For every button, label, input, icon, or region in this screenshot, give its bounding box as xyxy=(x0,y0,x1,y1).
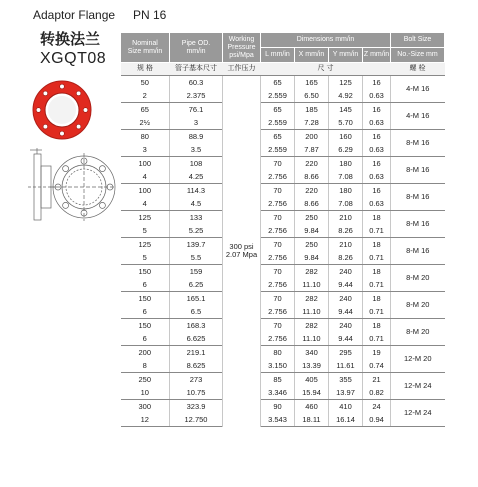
dim-y-in: 13.97 xyxy=(329,386,363,400)
dim-x-mm: 282 xyxy=(295,292,329,306)
bolt-size: 12-M 24 xyxy=(391,373,445,400)
dim-z-in: 0.63 xyxy=(363,143,391,157)
pipe-od-mm: 159 xyxy=(170,265,223,279)
pipe-od-in: 3 xyxy=(170,116,223,130)
cn-header-pressure: 工作压力 xyxy=(223,63,261,76)
dim-l-mm: 70 xyxy=(261,292,295,306)
dim-y-mm: 355 xyxy=(329,373,363,387)
table-row-mm xyxy=(121,373,445,387)
dim-z-in: 0.74 xyxy=(363,359,391,373)
dim-x-in: 11.10 xyxy=(295,305,329,319)
dim-y-in: 8.26 xyxy=(329,251,363,265)
dim-x-mm: 165 xyxy=(295,76,329,90)
col-header-bolt-sub: No.-Size mm xyxy=(391,48,445,63)
col-header-y: Y mm/in xyxy=(329,48,363,63)
bolt-size: 8-M 20 xyxy=(391,292,445,319)
dim-z-in: 0.71 xyxy=(363,332,391,346)
pipe-od-mm: 168.3 xyxy=(170,319,223,333)
pipe-od-mm: 88.9 xyxy=(170,130,223,144)
dim-y-in: 7.08 xyxy=(329,170,363,184)
pipe-od-in: 6.5 xyxy=(170,305,223,319)
dim-z-in: 0.82 xyxy=(363,386,391,400)
dim-z-mm: 16 xyxy=(363,130,391,144)
col-header-pipe-od xyxy=(170,33,223,63)
pipe-od-in: 8.625 xyxy=(170,359,223,373)
dim-l-mm: 80 xyxy=(261,346,295,360)
nominal-size-mm: 150 xyxy=(138,266,151,276)
table-row-mm xyxy=(121,130,445,144)
dim-z-mm: 21 xyxy=(363,373,391,387)
dim-y-in: 9.44 xyxy=(329,332,363,346)
dim-y-mm: 240 xyxy=(329,292,363,306)
bolt-size: 4-M 16 xyxy=(391,103,445,130)
pipe-od-mm: 165.1 xyxy=(170,292,223,306)
dim-z-in: 0.71 xyxy=(363,305,391,319)
pipe-od-in: 4.5 xyxy=(170,197,223,211)
dim-x-mm: 250 xyxy=(295,238,329,252)
table-row-mm xyxy=(121,319,445,333)
table-row-mm xyxy=(121,292,445,306)
dim-z-mm: 18 xyxy=(363,211,391,225)
dim-z-in: 0.63 xyxy=(363,116,391,130)
dim-l-mm: 70 xyxy=(261,184,295,198)
nominal-size-in: 4 xyxy=(121,170,170,184)
nominal-size-in: 10 xyxy=(121,386,170,400)
dim-z-mm: 18 xyxy=(363,265,391,279)
dim-y-mm: 125 xyxy=(329,76,363,90)
table-row-mm xyxy=(121,400,445,414)
cn-header-dims: 尺 寸 xyxy=(261,63,391,76)
dim-x-in: 9.84 xyxy=(295,251,329,265)
title-chinese: 转换法兰 xyxy=(40,31,101,48)
dim-l-mm: 65 xyxy=(261,103,295,117)
flange-technical-drawing xyxy=(20,138,116,236)
dim-y-in: 16.14 xyxy=(329,413,363,427)
dim-z-in: 0.71 xyxy=(363,251,391,265)
dim-x-in: 7.87 xyxy=(295,143,329,157)
dim-y-in: 8.26 xyxy=(329,224,363,238)
pipe-od-mm: 273 xyxy=(170,373,223,387)
pipe-od-in: 6.625 xyxy=(170,332,223,346)
dim-l-mm: 70 xyxy=(261,238,295,252)
title-english: Adaptor Flange xyxy=(33,8,116,22)
bolt-size: 8-M 16 xyxy=(391,157,445,184)
nominal-size-in: 8 xyxy=(121,359,170,373)
bolt-size: 8-M 16 xyxy=(391,211,445,238)
dim-y-in: 6.29 xyxy=(329,143,363,157)
bolt-size: 12-M 20 xyxy=(391,346,445,373)
dim-l-mm: 65 xyxy=(261,76,295,90)
pipe-od-in: 12.750 xyxy=(170,413,223,427)
pipe-od-mm: 114.3 xyxy=(170,184,223,198)
bolt-size: 12-M 24 xyxy=(391,400,445,427)
dim-z-mm: 16 xyxy=(363,76,391,90)
table-row-mm xyxy=(121,346,445,360)
dim-z-mm: 16 xyxy=(363,184,391,198)
pipe-od-mm: 60.3 xyxy=(170,76,223,90)
dim-y-in: 9.44 xyxy=(329,305,363,319)
dim-z-in: 0.63 xyxy=(363,197,391,211)
dim-l-in: 2.559 xyxy=(261,143,295,157)
dim-l-mm: 70 xyxy=(261,211,295,225)
dim-x-mm: 250 xyxy=(295,211,329,225)
dim-l-in: 2.756 xyxy=(261,278,295,292)
pipe-od-unit: mm/in xyxy=(186,47,206,55)
pipe-od-mm: 108 xyxy=(170,157,223,171)
dim-z-in: 0.94 xyxy=(363,413,391,427)
flange-photo-image xyxy=(30,78,94,142)
pressure-unit: psi/Mpa xyxy=(229,51,254,59)
dim-z-in: 0.71 xyxy=(363,278,391,292)
nominal-size-in: 5 xyxy=(121,224,170,238)
pipe-od-in: 10.75 xyxy=(170,386,223,400)
dim-y-mm: 410 xyxy=(329,400,363,414)
table-row-mm xyxy=(121,76,445,90)
dim-y-mm: 295 xyxy=(329,346,363,360)
dim-y-mm: 180 xyxy=(329,184,363,198)
col-header-pressure xyxy=(223,33,261,63)
table-row-mm xyxy=(121,157,445,171)
nominal-size-mm: 300 xyxy=(138,401,151,411)
pipe-od-mm: 323.9 xyxy=(170,400,223,414)
dim-x-in: 8.66 xyxy=(295,197,329,211)
dim-x-mm: 282 xyxy=(295,265,329,279)
pipe-od-in: 5.5 xyxy=(170,251,223,265)
working-pressure-psi: 300 psi xyxy=(229,242,254,252)
working-pressure-mpa: 2.07 Mpa xyxy=(225,250,258,260)
dim-l-mm: 65 xyxy=(261,130,295,144)
dim-x-in: 8.66 xyxy=(295,170,329,184)
pressure-label-2: Pressure xyxy=(227,43,256,51)
nominal-size-mm: 200 xyxy=(138,347,151,357)
dim-y-mm: 145 xyxy=(329,103,363,117)
dim-l-in: 2.756 xyxy=(261,224,295,238)
pressure-rating: PN 16 xyxy=(133,8,167,22)
dim-l-in: 2.756 xyxy=(261,305,295,319)
dim-x-in: 7.28 xyxy=(295,116,329,130)
nominal-label: Nominal xyxy=(132,39,158,47)
nominal-size-mm: 125 xyxy=(138,212,151,222)
nominal-size-mm: 80 xyxy=(140,131,149,141)
dim-y-in: 9.44 xyxy=(329,278,363,292)
dim-l-in: 2.756 xyxy=(261,170,295,184)
dim-l-in: 2.756 xyxy=(261,251,295,265)
dim-x-in: 11.10 xyxy=(295,278,329,292)
nominal-size-in: 4 xyxy=(121,197,170,211)
nominal-size-mm: 150 xyxy=(138,293,151,303)
dim-z-mm: 18 xyxy=(363,319,391,333)
col-header-bolt: Bolt Size xyxy=(391,33,445,48)
specification-table xyxy=(120,32,445,427)
pipe-od-label: Pipe OD. xyxy=(181,39,211,47)
pipe-od-in: 3.5 xyxy=(170,143,223,157)
dim-y-mm: 160 xyxy=(329,130,363,144)
table-row-mm xyxy=(121,211,445,225)
dim-y-mm: 180 xyxy=(329,157,363,171)
nominal-size-in: 6 xyxy=(121,278,170,292)
dim-x-mm: 282 xyxy=(295,319,329,333)
dim-x-mm: 405 xyxy=(295,373,329,387)
nominal-size-mm: 100 xyxy=(138,158,151,168)
table-row-mm xyxy=(121,103,445,117)
dim-x-mm: 460 xyxy=(295,400,329,414)
col-header-l: L mm/in xyxy=(261,48,295,63)
dim-x-mm: 340 xyxy=(295,346,329,360)
pipe-od-mm: 139.7 xyxy=(170,238,223,252)
dim-l-mm: 70 xyxy=(261,319,295,333)
col-header-x: X mm/in xyxy=(295,48,329,63)
bolt-size: 8-M 20 xyxy=(391,319,445,346)
cn-header-pipe-od: 管子基本尺寸 xyxy=(170,63,223,76)
table-row-mm xyxy=(121,238,445,252)
dim-l-mm: 90 xyxy=(261,400,295,414)
pipe-od-mm: 133 xyxy=(170,211,223,225)
dim-x-in: 15.94 xyxy=(295,386,329,400)
bolt-size: 8-M 16 xyxy=(391,238,445,265)
dim-y-in: 7.08 xyxy=(329,197,363,211)
dim-y-in: 4.92 xyxy=(329,89,363,103)
dim-l-in: 2.756 xyxy=(261,332,295,346)
dim-l-mm: 70 xyxy=(261,265,295,279)
pipe-od-in: 2.375 xyxy=(170,89,223,103)
nominal-size-in: 12 xyxy=(121,413,170,427)
nominal-size-in: 3 xyxy=(121,143,170,157)
pipe-od-in: 6.25 xyxy=(170,278,223,292)
bolt-size: 8-M 16 xyxy=(391,184,445,211)
nominal-size-mm: 50 xyxy=(140,77,149,87)
dim-l-mm: 85 xyxy=(261,373,295,387)
dim-x-mm: 200 xyxy=(295,130,329,144)
dim-y-mm: 210 xyxy=(329,211,363,225)
dim-l-in: 2.559 xyxy=(261,89,295,103)
col-header-nominal xyxy=(121,33,170,63)
pipe-od-mm: 76.1 xyxy=(170,103,223,117)
pipe-od-in: 5.25 xyxy=(170,224,223,238)
cn-header-nominal: 规 格 xyxy=(121,63,170,76)
dim-y-mm: 210 xyxy=(329,238,363,252)
nominal-size-mm: 65 xyxy=(140,104,149,114)
nominal-size-in: 2 xyxy=(121,89,170,103)
dim-z-mm: 18 xyxy=(363,238,391,252)
dim-y-in: 11.61 xyxy=(329,359,363,373)
nominal-size-in: 6 xyxy=(121,332,170,346)
dim-x-mm: 185 xyxy=(295,103,329,117)
dim-y-mm: 240 xyxy=(329,265,363,279)
dim-z-mm: 16 xyxy=(363,103,391,117)
product-code: XGQT08 xyxy=(40,50,107,67)
nominal-size-in: 5 xyxy=(121,251,170,265)
pipe-od-mm: 219.1 xyxy=(170,346,223,360)
nominal-size-mm: 125 xyxy=(138,239,151,249)
working-pressure-cell xyxy=(223,76,261,427)
cn-header-bolt: 螺 栓 xyxy=(391,63,445,76)
nominal-size-in: 6 xyxy=(121,305,170,319)
dim-x-in: 18.11 xyxy=(295,413,329,427)
nominal-size-mm: 150 xyxy=(138,320,151,330)
dim-l-in: 3.346 xyxy=(261,386,295,400)
dim-y-mm: 240 xyxy=(329,319,363,333)
dim-z-mm: 24 xyxy=(363,400,391,414)
bolt-size: 8-M 16 xyxy=(391,130,445,157)
dim-z-in: 0.63 xyxy=(363,89,391,103)
dim-x-mm: 220 xyxy=(295,157,329,171)
dim-z-in: 0.63 xyxy=(363,170,391,184)
dim-z-mm: 19 xyxy=(363,346,391,360)
dim-z-in: 0.71 xyxy=(363,224,391,238)
dim-z-mm: 18 xyxy=(363,292,391,306)
table-body xyxy=(121,76,445,427)
nominal-size-mm: 250 xyxy=(138,374,151,384)
nominal-unit: Size mm/in xyxy=(127,47,163,55)
dim-x-mm: 220 xyxy=(295,184,329,198)
nominal-size-in: 2½ xyxy=(121,116,170,130)
pressure-label-1: Working xyxy=(228,35,255,43)
dim-z-mm: 16 xyxy=(363,157,391,171)
table-row-mm xyxy=(121,184,445,198)
dim-x-in: 13.39 xyxy=(295,359,329,373)
col-header-z: Z mm/in xyxy=(363,48,391,63)
dim-l-in: 3.543 xyxy=(261,413,295,427)
bolt-size: 8-M 20 xyxy=(391,265,445,292)
dim-l-in: 2.756 xyxy=(261,197,295,211)
pipe-od-in: 4.25 xyxy=(170,170,223,184)
dim-x-in: 9.84 xyxy=(295,224,329,238)
dim-l-in: 3.150 xyxy=(261,359,295,373)
dim-y-in: 5.70 xyxy=(329,116,363,130)
bolt-size: 4-M 16 xyxy=(391,76,445,103)
dim-l-in: 2.559 xyxy=(261,116,295,130)
dim-x-in: 6.50 xyxy=(295,89,329,103)
dim-l-mm: 70 xyxy=(261,157,295,171)
dim-x-in: 11.10 xyxy=(295,332,329,346)
nominal-size-mm: 100 xyxy=(138,185,151,195)
table-row-mm xyxy=(121,265,445,279)
col-header-dimensions: Dimensions mm/in xyxy=(261,33,391,48)
